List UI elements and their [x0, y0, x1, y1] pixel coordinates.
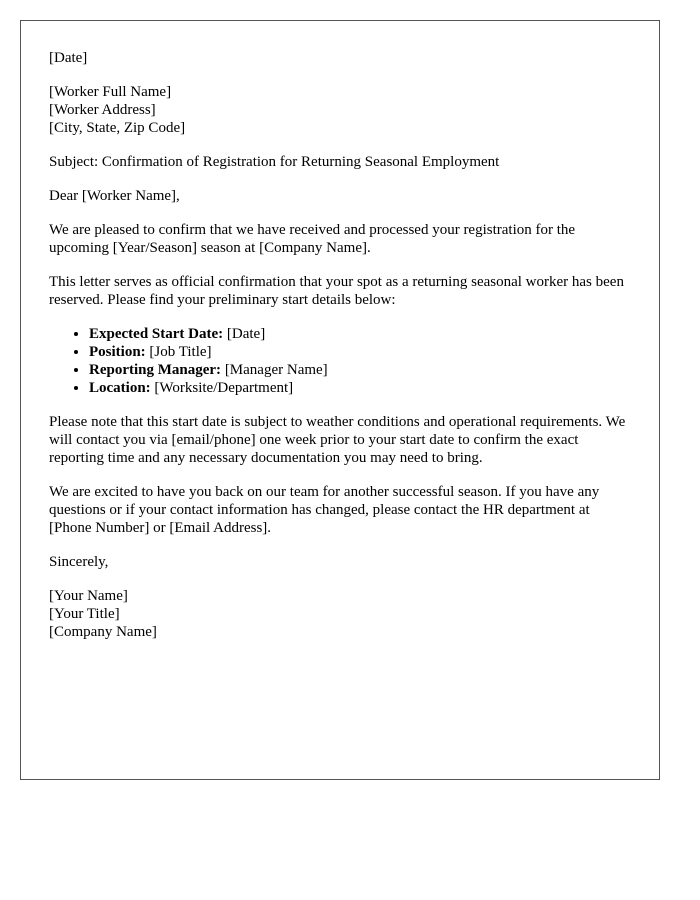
recipient-address-block	[49, 83, 631, 137]
letter-paragraph-welcome-back: We are excited to have you back on our team for another successful season. If you have any questions or if your contact information has changed, please contact the HR department at [Phone Number] or [Email Address].	[49, 484, 600, 536]
recipient-city-state-zip: [City, State, Zip Code]	[49, 120, 186, 136]
recipient-name: [Worker Full Name]	[49, 84, 172, 100]
start-details-list	[49, 325, 631, 397]
signature-block	[49, 587, 631, 641]
list-item-start-date	[89, 325, 631, 343]
recipient-address: [Worker Address]	[49, 102, 156, 118]
letter-subject: Subject: Confirmation of Registration for Returning Seasonal Employment	[49, 154, 500, 170]
list-item-position	[89, 343, 631, 361]
detail-value: [Manager Name]	[221, 362, 328, 378]
letter-salutation: Dear [Worker Name],	[49, 188, 180, 204]
detail-label: Expected Start Date:	[89, 326, 224, 342]
letter-page	[20, 20, 660, 780]
signature-title: [Your Title]	[49, 606, 120, 622]
list-item-location	[89, 379, 631, 397]
signature-company: [Company Name]	[49, 624, 157, 640]
letter-date: [Date]	[49, 50, 88, 66]
detail-value: [Worksite/Department]	[150, 380, 294, 396]
detail-value: [Date]	[223, 326, 266, 342]
detail-label: Position:	[89, 344, 146, 360]
letter-paragraph-reservation: This letter serves as official confirmation that your spot as a returning seasonal worker has been reserved. Please find your preliminary start details below:	[49, 274, 624, 308]
signature-name: [Your Name]	[49, 588, 128, 604]
list-item-reporting-manager	[89, 361, 631, 379]
detail-label: Location:	[89, 380, 151, 396]
letter-paragraph-confirmation: We are pleased to confirm that we have received and processed your registration for the upcoming [Year/Season] season at [Company Name].	[49, 222, 576, 256]
detail-value: [Job Title]	[145, 344, 212, 360]
letter-paragraph-conditions: Please note that this start date is subject to weather conditions and operational requirements. We will contact you via [email/phone] one week prior to your start date to confirm the exact reporting time and any necessary documentation you may need to bring.	[49, 414, 626, 466]
detail-label: Reporting Manager:	[89, 362, 222, 378]
letter-closing: Sincerely,	[49, 554, 109, 570]
